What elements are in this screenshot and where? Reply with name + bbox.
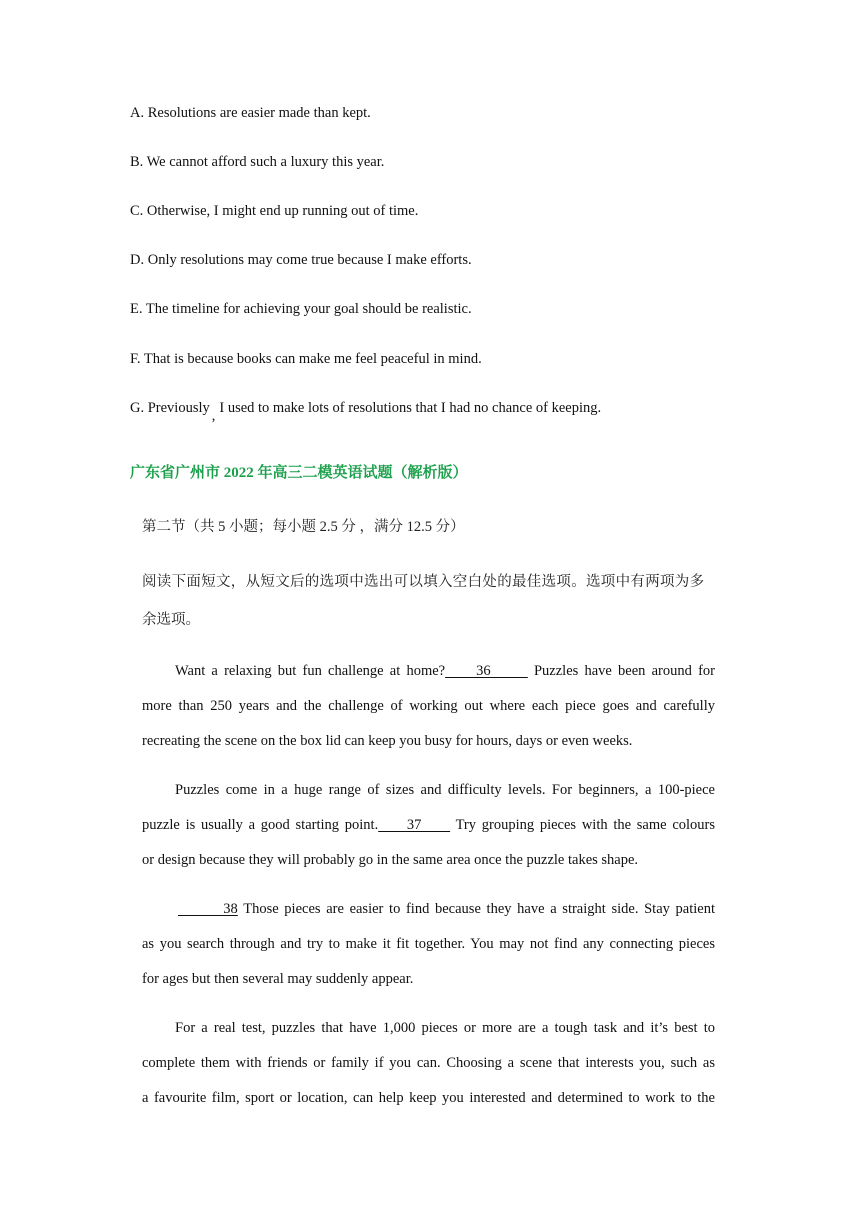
instruction-line-2: 余选项。 — [142, 612, 200, 628]
option-g — [130, 398, 602, 424]
p1-after: Puzzles have been around for — [527, 663, 715, 679]
paragraph-4-line-3: a favourite film, sport or location, can help keep you interested and determined to work to the — [142, 1090, 715, 1106]
paragraph-2-line-3: or design because they will probably go in the same area once the puzzle takes shape. — [142, 852, 639, 868]
paragraph-4-line-1: For a real test, puzzles that have 1,000 pieces or more are a tough task and it’s best to — [175, 1020, 715, 1036]
blank-36: 36 — [445, 663, 528, 679]
paragraph-4-line-2: complete them with friends or family if you can. Choosing a scene that interests you, such as — [142, 1055, 715, 1071]
p2-before: puzzle is usually a good starting point. — [142, 817, 379, 833]
paragraph-2 — [142, 773, 715, 878]
option-g-start: G. Previously — [130, 400, 210, 416]
section-info: 第二节（共 5 小题；每小题 2.5 分 ，满分 12.5 分） — [142, 519, 465, 535]
blank-37: 37 — [378, 817, 451, 833]
option-c: C. Otherwise, I might end up running out of time. — [130, 203, 419, 219]
paragraph-2-line-1: Puzzles come in a huge range of sizes and difficulty levels. For beginners, a 100-piece — [175, 782, 715, 798]
paragraph-1-line-3: recreating the scene on the box lid can keep you busy for hours, days or even weeks. — [142, 733, 633, 749]
section-title: 广东省广州市 2022 年高三二模英语试题（解析版） — [130, 465, 468, 481]
paragraph-1-line-1 — [142, 654, 715, 689]
option-g-rest: I used to make lots of resolutions that I had no chance of keeping. — [219, 400, 602, 416]
paragraph-3-line-1 — [142, 892, 715, 927]
option-b: B. We cannot afford such a luxury this year. — [130, 154, 385, 170]
paragraph-1 — [142, 654, 715, 759]
paragraph-3-line-3: for ages but then several may suddenly appear. — [142, 971, 414, 987]
paragraph-4 — [142, 1011, 715, 1116]
option-a: A. Resolutions are easier made than kept. — [130, 105, 371, 121]
p3-after: Those pieces are easier to find because they have a straight side. Stay patient — [237, 901, 716, 917]
p1-text: Want a relaxing but fun challenge at home? — [175, 663, 446, 679]
option-g-comma: , — [211, 408, 216, 424]
option-e: E. The timeline for achieving your goal should be realistic. — [130, 301, 472, 317]
option-f: F. That is because books can make me feel peaceful in mind. — [130, 351, 482, 367]
paragraph-2-line-2 — [142, 808, 715, 843]
blank-38: 38 — [178, 901, 238, 917]
paragraph-1-line-2: more than 250 years and the challenge of working out where each piece goes and carefully — [142, 698, 715, 714]
paragraph-3 — [142, 892, 715, 997]
option-d: D. Only resolutions may come true because I make efforts. — [130, 252, 472, 268]
p2-after: Try grouping pieces with the same colours — [450, 817, 716, 833]
instruction-line-1: 阅读下面短文，从短文后的选项中选出可以填入空白处的最佳选项。选项中有两项为多 — [142, 574, 705, 590]
paragraph-3-line-2: as you search through and try to make it fit together. You may not find any connecting pieces — [142, 936, 715, 952]
